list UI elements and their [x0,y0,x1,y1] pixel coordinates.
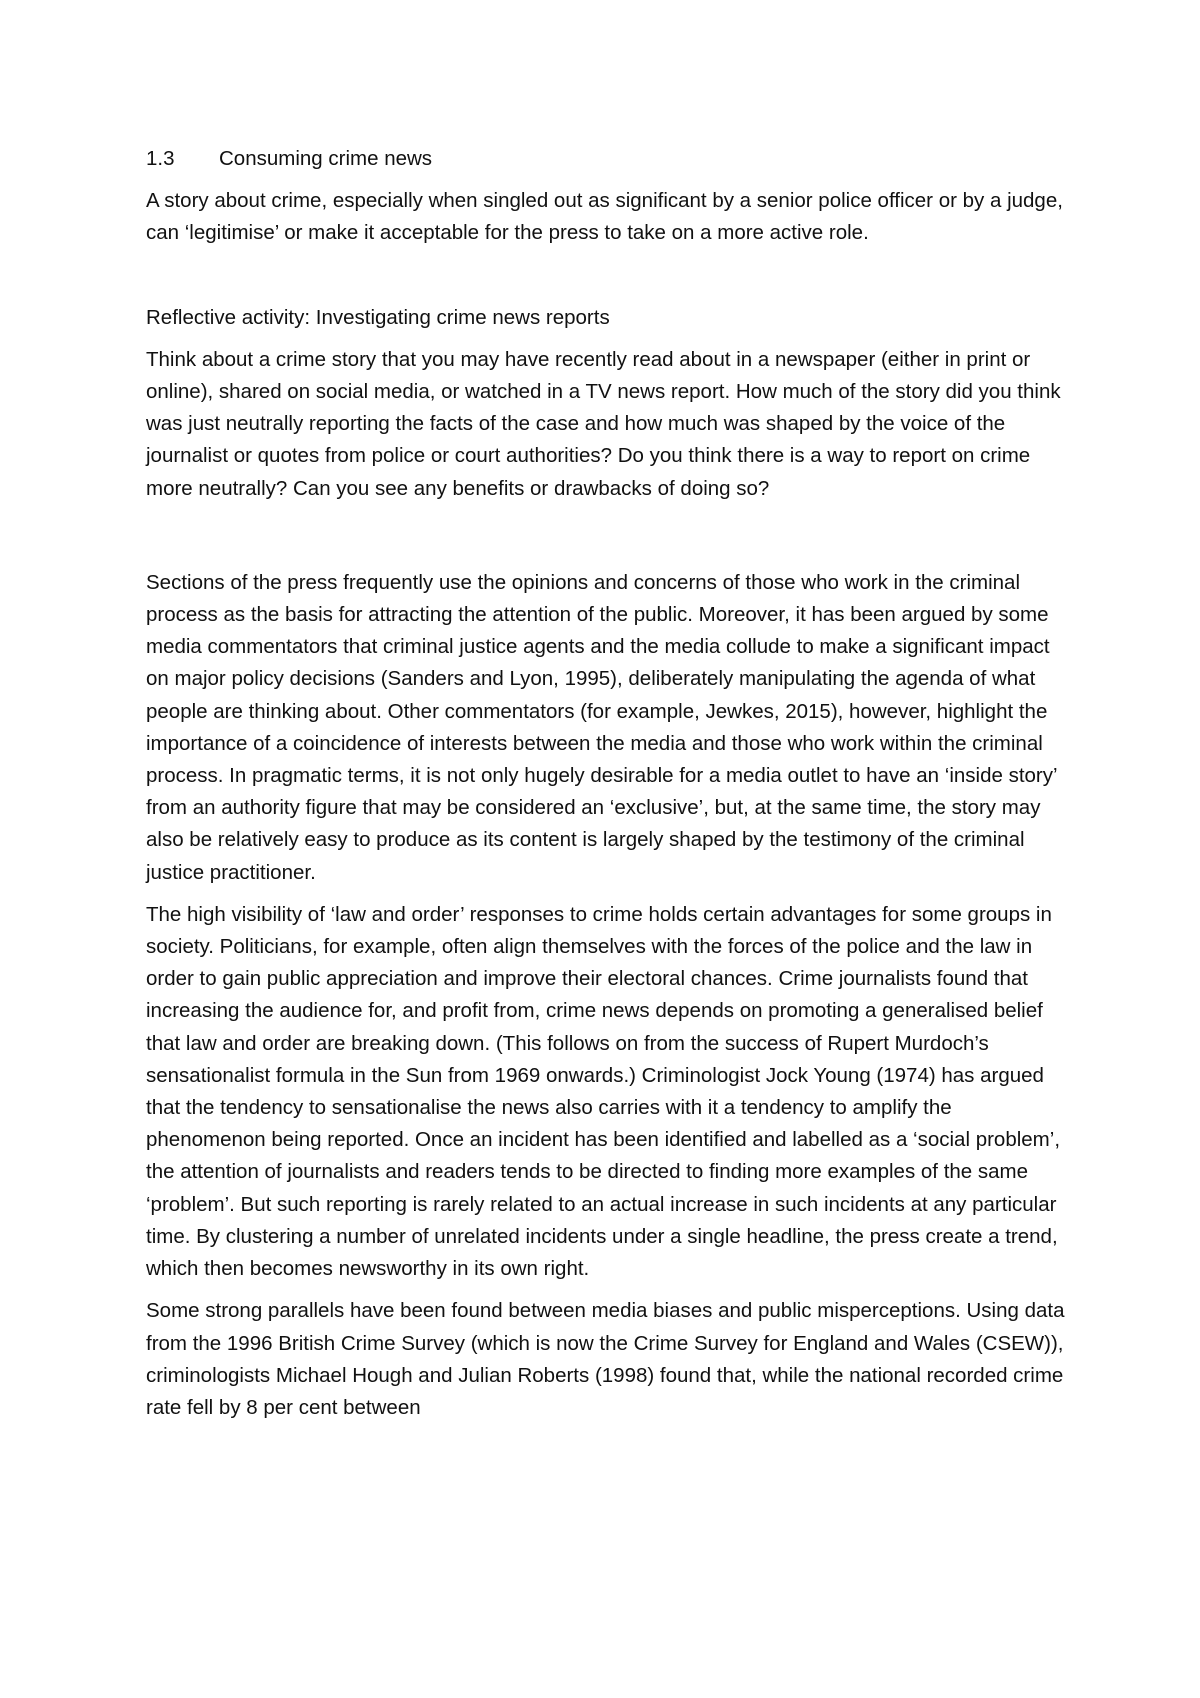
activity-body: Think about a crime story that you may have recently read about in a newspaper (either in print or online), shared on social media, or watched in a TV news report. How much of the story did you think was just neutrally reporting the facts of the case and how much was shaped by the voice of the journalist or quotes from police or court authorities? Do you think there is a way to report on crime more neutrally? Can you see any benefits or drawbacks of doing so? [146,347,1061,500]
body-paragraph: Sections of the press frequently use the opinions and concerns of those who work in the criminal process as the basis for attracting the attention of the public. Moreover, it has been argued by some media commentators that criminal justice agents and the media collude to make a significant impact on major policy decisions (Sanders and Lyon, 1995), deliberately manipulating the agenda of what people are thinking about. Other commentators (for example, Jewkes, 2015), however, highlight the importance of a coincidence of interests between the media and those who work within the criminal process. In pragmatic terms, it is not only hugely desirable for a media outlet to have an ‘inside story’ from an authority figure that may be considered an ‘exclusive’, but, at the same time, the story may also be relatively easy to produce as its content is largely shaped by the testimony of the criminal justice practitioner. [146,570,1057,884]
document-body [146,143,1071,1424]
section-number: 1.3 [146,147,175,170]
body-paragraph: Some strong parallels have been found between media biases and public misperceptions. Using data from the 1996 British Crime Survey (which is now the Crime Survey for England and Wales (CSEW)), criminologists Michael Hough and Julian Roberts (1998) found that, while the national recorded crime rate fell by 8 per cent between [146,1299,1065,1419]
spacer [146,505,1071,567]
section-title: Consuming crime news [219,147,433,170]
section-heading [146,143,1071,175]
spacer [146,250,1071,302]
intro-paragraph: A story about crime, especially when singled out as significant by a senior police officer or by a judge, can ‘legitimise’ or make it acceptable for the press to take on a more active role. [146,189,1063,245]
activity-title: Reflective activity: Investigating crime news reports [146,305,610,329]
body-paragraph: The high visibility of ‘law and order’ responses to crime holds certain advantages for some groups in society. Politicians, for example, often align themselves with the forces of the police and the law in order to gain public appreciation and improve their electoral chances. Crime journalists found that increasing the audience for, and profit from, crime news depends on promoting a generalised belief that law and order are breaking down. (This follows on from the success of Rupert Murdoch’s sensationalist formula in the Sun from 1969 onwards.) Criminologist Jock Young (1974) has argued that the tendency to sensationalise the news also carries with it a tendency to amplify the phenomenon being reported. Once an incident has been identified and labelled as a ‘social problem’, the attention of journalists and readers tends to be directed to finding more examples of the same ‘problem’. But such reporting is rarely related to an actual increase in such incidents at any particular time. By clustering a number of unrelated incidents under a single headline, the press create a trend, which then becomes newsworthy in its own right. [146,902,1061,1281]
